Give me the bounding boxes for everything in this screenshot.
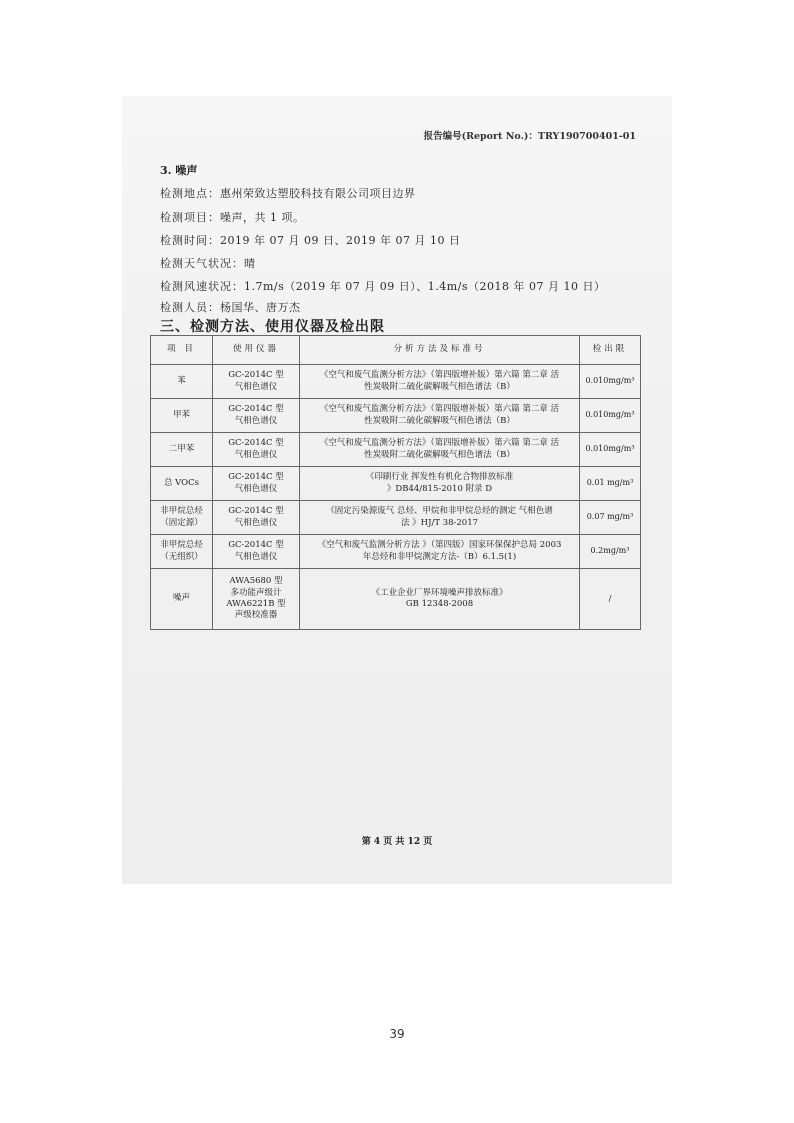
cell-method-line: 《印刷行业 挥发性有机化合物排放标准 [365,472,514,483]
cell-method-line: GB 12348-2008 [405,599,474,609]
cell-limit-line: 0.07 mg/m³ [586,512,634,522]
cell-instrument-line: 气相色谱仪 [234,415,278,426]
cell-item [151,399,213,433]
cell-item-line: 总 VOCs [163,477,200,488]
table-header-row [151,336,641,365]
cell-method-line: 年总烃和非甲烷测定方法-（B）6.1.5(1) [362,551,517,562]
cell-method-line: 《空气和废气监测分析方法》（第四版增补版）第六篇 第二章 活 [319,404,560,415]
cell-instrument-line: 声级校准器 [234,610,278,621]
header-limit: 检出限 [580,336,641,365]
table-row [151,569,641,630]
cell-limit [580,365,641,399]
cell-instrument [213,365,300,399]
cell-instrument-line: GC-2014C 型 [228,506,284,517]
cell-instrument [213,399,300,433]
cell-instrument [213,467,300,501]
methods-heading: 三、检测方法、使用仪器及检出限 [160,319,385,335]
info-line-staff [160,299,301,315]
table-row [151,365,641,399]
cell-method [300,365,580,399]
cell-item [151,501,213,535]
cell-item-line: 非甲烷总烃 [160,540,203,551]
info-label: 检测天气状况： [160,257,244,270]
cell-instrument [213,501,300,535]
cell-limit-line: 0.010mg/m³ [585,410,635,420]
cell-method-line: 《空气和废气监测分析方法》（第四版增补版）第六篇 第二章 活 [319,438,560,449]
cell-item [151,433,213,467]
info-label: 检测项目： [160,211,220,224]
info-line-location [160,185,416,201]
cell-instrument-line: GC-2014C 型 [228,370,284,381]
cell-limit-line: 0.010mg/m³ [585,444,635,454]
info-value: 2019 年 07 月 09 日、2019 年 07 月 10 日 [220,234,461,247]
info-value: 杨国华、唐万杰 [220,301,301,314]
cell-item-line: 非甲烷总烃 [160,506,203,517]
cell-limit [580,535,641,569]
cell-limit [580,467,641,501]
scanned-page [122,96,672,884]
info-value: 惠州荣致达塑胶科技有限公司项目边界 [220,187,416,200]
info-line-weather [160,255,256,271]
page-footer: 第 4 页 共 12 页 [361,837,433,847]
cell-method [300,535,580,569]
table-row [151,467,641,501]
cell-method-line: 》DB44/815-2010 附录 D [386,483,493,494]
cell-instrument-line: GC-2014C 型 [228,438,284,449]
cell-instrument [213,433,300,467]
cell-instrument-line: 气相色谱仪 [234,551,278,562]
info-line-item [160,209,305,225]
cell-method [300,467,580,501]
page-number: 39 [389,1027,405,1041]
cell-method [300,433,580,467]
cell-item [151,365,213,399]
table-row [151,433,641,467]
cell-instrument-line: GC-2014C 型 [228,472,284,483]
cell-instrument-line: GC-2014C 型 [228,404,284,415]
info-label: 检测风速状况： [160,280,244,293]
cell-method [300,501,580,535]
report-number: 报告编号(Report No.)：TRY190700401-01 [423,131,636,142]
cell-limit-line: 0.01 mg/m³ [586,478,634,488]
cell-item-line: 二甲苯 [168,443,195,454]
cell-instrument-line: 多功能声级计 [230,587,282,598]
info-label: 检测地点： [160,187,220,200]
header-item: 项 目 [151,336,213,365]
cell-item-line: 甲苯 [172,409,190,420]
cell-method-line: 性炭吸附二硫化碳解吸气相色谱法（B） [364,415,515,426]
cell-method-line: 《空气和废气监测分析方法》（第四版增补版）第六篇 第二章 活 [319,370,560,381]
cell-method [300,399,580,433]
cell-instrument-line: AWA6221B 型 [226,599,286,609]
cell-limit [580,569,641,630]
cell-method-line: 性炭吸附二硫化碳解吸气相色谱法（B） [364,449,515,460]
cell-limit [580,399,641,433]
cell-item-line: 噪声 [172,593,190,604]
table-row [151,501,641,535]
info-line-time [160,232,460,248]
cell-method-line: 《固定污染源废气 总烃、甲烷和非甲烷总烃的测定 气相色谱 [326,506,553,517]
cell-item [151,467,213,501]
table-row [151,399,641,433]
cell-item-line: （固定源） [160,517,203,528]
cell-limit-line: 0.010mg/m³ [585,376,635,386]
info-value: 噪声，共 1 项。 [220,211,305,224]
cell-item-line: （无组织） [160,551,203,562]
header-instrument: 使用仪器 [213,336,300,365]
info-label: 检测时间： [160,234,220,247]
cell-method-line: 《空气和废气监测分析方法 》（第四版）国家环保保护总局 2003 [317,540,562,551]
cell-instrument-line: 气相色谱仪 [234,449,278,460]
table-row [151,535,641,569]
info-line-wind [160,278,606,294]
cell-limit-line: / [608,593,612,603]
info-value: 晴 [244,257,256,270]
info-value: 1.7m/s（2019 年 07 月 09 日）、1.4m/s（2018 年 07 月 10 日） [244,280,606,293]
info-label: 检测人员： [160,301,220,314]
cell-instrument-line: 气相色谱仪 [234,483,278,494]
methods-table [150,335,641,630]
cell-instrument-line: 气相色谱仪 [234,381,278,392]
cell-method [300,569,580,630]
cell-limit [580,501,641,535]
cell-instrument [213,535,300,569]
cell-method-line: 法 》HJ/T 38-2017 [400,517,479,528]
cell-instrument-line: 气相色谱仪 [234,517,278,528]
cell-item [151,569,213,630]
cell-limit [580,433,641,467]
cell-method-line: 《工业企业厂界环境噪声排放标准》 [371,587,508,598]
cell-method-line: 性炭吸附二硫化碳解吸气相色谱法（B） [364,381,515,392]
cell-instrument [213,569,300,630]
cell-item-line: 苯 [177,375,186,386]
cell-instrument-line: GC-2014C 型 [228,540,284,551]
cell-limit-line: 0.2mg/m³ [590,546,630,556]
cell-instrument-line: AWA5680 型 [229,576,283,587]
header-method: 分析方法及标准号 [300,336,580,365]
cell-item [151,535,213,569]
section-title: 3. 噪声 [160,164,198,177]
